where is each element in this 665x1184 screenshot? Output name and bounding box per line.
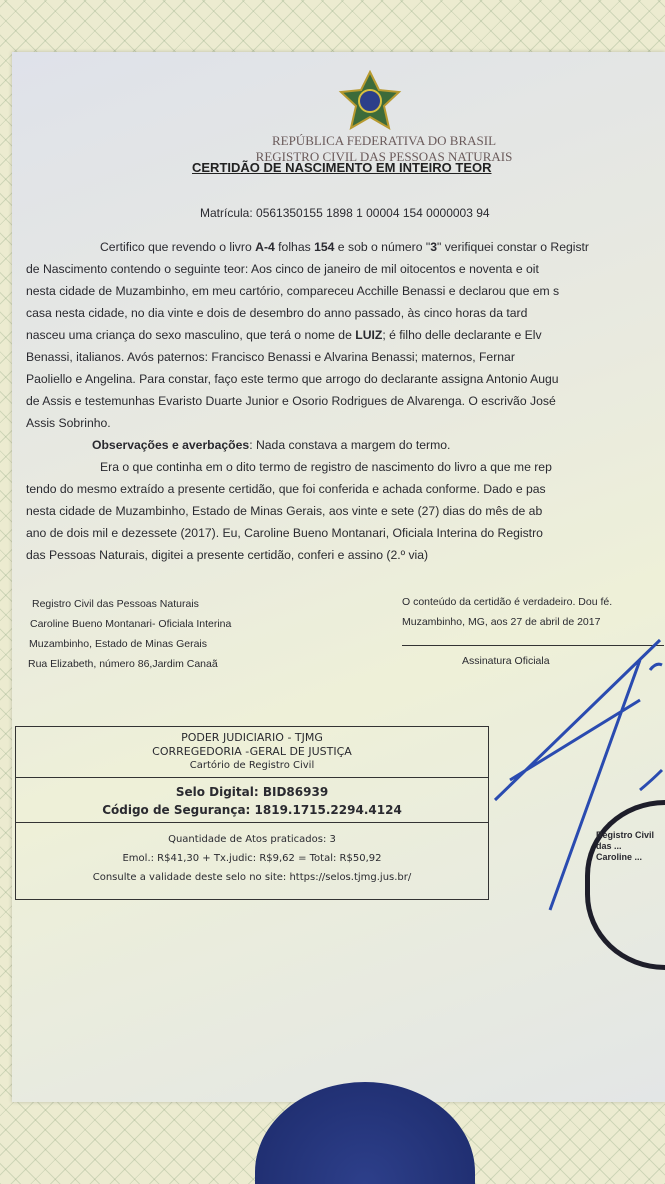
body-line: de Assis e testemunhas Evaristo Duarte Junior e Osorio Rodrigues de Alvarenga. O escrivão José [26,394,556,408]
brazil-coat-of-arms-icon [337,70,403,132]
body-line: nasceu uma criança do sexo masculino, que terá o nome de LUIZ; é filho delle declarante e Elv [26,328,542,342]
office-line: Caroline Bueno Montanari- Oficiala Interina [30,618,232,630]
office-line: Rua Elizabeth, número 86,Jardim Canaã [28,658,218,670]
signature-label: Assinatura Oficiala [462,655,550,667]
document-title: CERTIDÃO DE NASCIMENTO EM INTEIRO TEOR [192,160,492,175]
header-registry: REGISTRO CIVIL DAS PESSOAS NATURAIS [255,149,513,164]
selo-digital: Selo Digital: BID86939 [175,785,329,799]
header-republic: REPÚBLICA FEDERATIVA DO BRASIL [271,133,497,148]
validation-url[interactable]: Consulte a validade deste selo no site: https://selos.tjmg.jus.br/ [92,872,412,883]
body-line: Benassi, italianos. Avós paternos: Francisco Benassi e Alvarina Benassi; maternos, Fernar [26,350,515,364]
attest-date: Muzambinho, MG, aos 27 de abril de 2017 [402,616,601,628]
seal-cartorio: Cartório de Registro Civil [189,760,315,771]
body-line: casa nesta cidade, no dia vinte e dois de desembro do anno passado, às cinco horas da tard [26,306,528,320]
matricula: Matrícula: 0561350155 1898 1 00004 154 0000003 94 [200,206,490,220]
body-line: Era o que continha em o dito termo de registro de nascimento do livro a que me rep [100,460,552,474]
seal-corregedoria: CORREGEDORIA -GERAL DE JUSTIÇA [152,745,352,758]
stamp-text: Registro Civil das ... Caroline ... [596,830,655,862]
body-line: tendo do mesmo extraído a presente certidão, que foi conferida e achada conforme. Dado e pas [26,482,546,496]
body-line: Paoliello e Angelina. Para constar, faço este termo que arrogo do declarante assigna Antonio Augu [26,372,559,386]
attest-text: O conteúdo da certidão é verdadeiro. Dou fé. [402,596,613,608]
body-line: Assis Sobrinho. [26,416,111,430]
office-line: Registro Civil das Pessoas Naturais [32,598,199,610]
codigo-seguranca: Código de Segurança: 1819.1715.2294.4124 [102,803,402,817]
office-line: Muzambinho, Estado de Minas Gerais [29,638,208,650]
seal-court: PODER JUDICIARIO - TJMG [181,731,323,744]
body-line: nesta cidade de Muzambinho, Estado de Minas Gerais, aos vinte e sete (27) dias do mês de ab [26,504,543,518]
atos-count: Quantidade de Atos praticados: 3 [168,834,336,845]
body-line: de Nascimento contendo o seguinte teor: Aos cinco de janeiro de mil oitocentos e noventa e oit [26,262,539,276]
body-line: Observações e averbações: Nada constava a margem do termo. [92,438,451,452]
fees: Emol.: R$41,30 + Tx.judic: R$9,62 = Total: R$50,92 [122,853,382,864]
body-line: Certifico que revendo o livro A-4 folhas 154 e sob o número "3" verifiquei constar o Registr [100,240,589,254]
body-line: nesta cidade de Muzambinho, em meu cartório, compareceu Acchille Benassi e declarou que em s [26,284,560,298]
body-line: ano de dois mil e dezessete (2017). Eu, Caroline Bueno Montanari, Oficiala Interina do Registro [26,526,543,540]
body-line: das Pessoas Naturais, digitei a presente certidão, conferi e assino (2.º via) [26,548,429,562]
digital-seal-box [15,726,489,900]
